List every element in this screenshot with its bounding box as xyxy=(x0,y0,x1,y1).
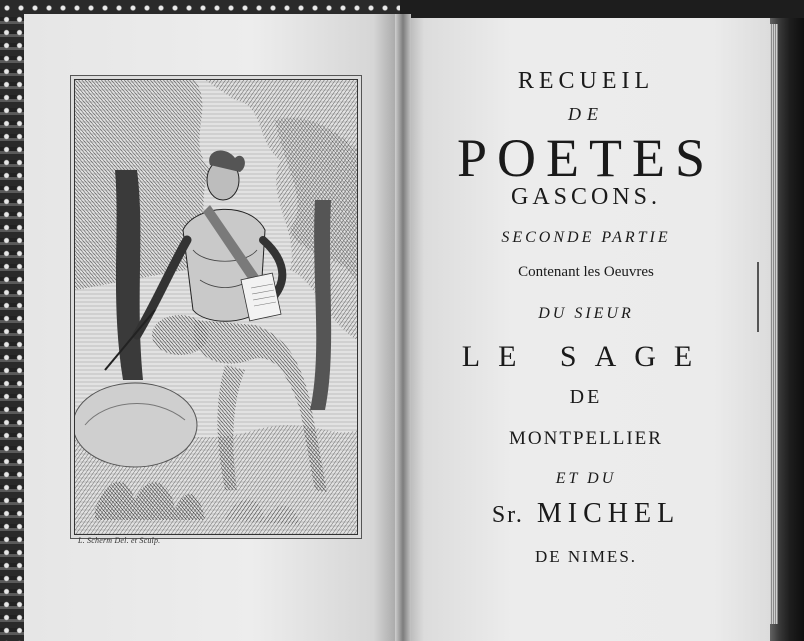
title-recueil: RECUEIL xyxy=(517,68,655,94)
title-sr: Sr. xyxy=(491,502,524,528)
title-michel-line xyxy=(402,498,770,530)
title-montpellier: MONTPELLIER xyxy=(509,428,663,449)
frontispiece-plate xyxy=(70,75,362,539)
left-binding-ornament xyxy=(0,0,26,641)
title-contenant: Contenant les Oeuvres xyxy=(518,264,654,280)
title-gascons: GASCONS. xyxy=(510,184,662,210)
title-de-nimes: DE NIMES. xyxy=(534,547,638,566)
engraving-image xyxy=(74,79,358,535)
title-le-sage: LE SAGE xyxy=(461,340,711,373)
title-et-du: ET DU xyxy=(555,470,617,487)
title-michel: MICHEL xyxy=(536,498,681,529)
title-de: DE xyxy=(568,104,604,124)
page-margin-mark xyxy=(757,262,759,332)
engraver-signature: L. Scherm Del. et Sculp. xyxy=(78,536,161,545)
title-seconde-partie: SECONDE PARTIE xyxy=(501,229,671,246)
title-poetes: POETES xyxy=(456,128,716,188)
faun-engraving xyxy=(75,80,357,534)
title-de-2: DE xyxy=(569,386,603,408)
title-du-sieur: DU SIEUR xyxy=(538,305,634,322)
